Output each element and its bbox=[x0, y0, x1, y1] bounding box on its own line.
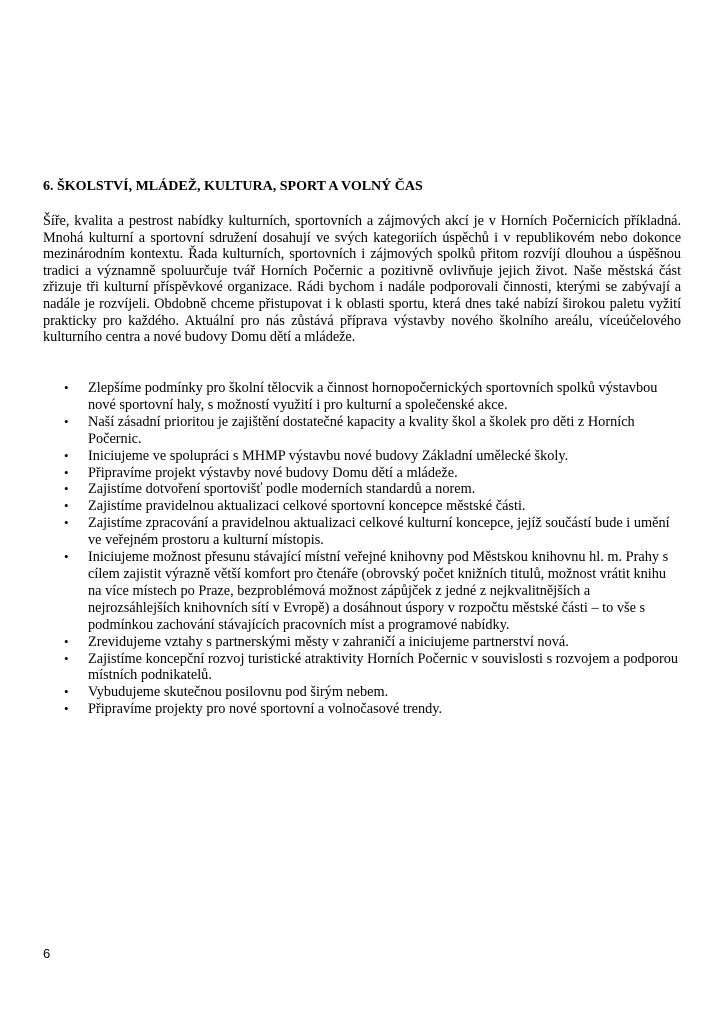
list-item-text: Zajistíme pravidelnou aktualizaci celkové sportovní koncepce městské části. bbox=[88, 498, 526, 515]
list-item bbox=[0, 481, 678, 498]
list-item bbox=[0, 414, 678, 448]
list-item bbox=[0, 465, 678, 482]
list-item-text: Zrevidujeme vztahy s partnerskými městy v zahraničí a iniciujeme partnerství nová. bbox=[88, 633, 569, 650]
bullet-list bbox=[0, 380, 725, 718]
list-item bbox=[0, 684, 678, 701]
list-item-text: Iniciujeme ve spolupráci s MHMP výstavbu nové budovy Základní umělecké školy. bbox=[88, 447, 569, 464]
list-item bbox=[0, 701, 678, 718]
list-item-text: Připravíme projekty pro nové sportovní a volnočasové trendy. bbox=[88, 701, 443, 718]
list-item bbox=[0, 498, 678, 515]
list-item-text: Vybudujeme skutečnou posilovnu pod širým nebem. bbox=[88, 684, 389, 701]
list-item bbox=[0, 634, 678, 651]
bullet-icon: • bbox=[64, 413, 69, 429]
list-item bbox=[0, 651, 678, 685]
page-number: 6 bbox=[43, 946, 51, 961]
list-item bbox=[0, 380, 678, 414]
intro-paragraph: Šíře, kvalita a pestrost nabídky kulturních, sportovních a zájmových akcí je v Horních Počernicích příkladná. Mnohá kulturní a sportovní sdružení dosahují ve svých kategoriích úspěchů i v republikovém nebo dokonce mezinárodním kontextu. Řada kulturních, sportovních i zájmových spolků přitom rozvíjí dlouhou a úspěšnou tradici a významně spoluurčuje tvář Horních Počernic a pozitivně ovlivňuje jejich život. Naše městská část zřizuje tři kulturní příspěvkové organizace. Rádi bychom i nadále podporovali činnosti, kterými se zabývají a nadále je rozvíjeli. Obdobně chceme přistupovat i k oblasti sportu, která dnes také nabízí širokou paletu vyžití prakticky pro každého. Aktuální pro nás zůstává příprava výstavby nového školního areálu, víceúčelového kulturního centra a nové budovy Domu dětí a mládeže. bbox=[43, 213, 681, 346]
list-item bbox=[0, 448, 678, 465]
list-item-text: Zlepšíme podmínky pro školní tělocvik a činnost hornopočernických sportovních spolků výstavbou nové sportovní haly, s možností využití i pro kulturní a společenské akce. bbox=[88, 380, 658, 413]
list-item bbox=[0, 515, 678, 549]
bullet-icon: • bbox=[64, 684, 69, 700]
bullet-icon: • bbox=[64, 464, 69, 480]
section-heading: 6. ŠKOLSTVÍ, MLÁDEŽ, KULTURA, SPORT A VOLNÝ ČAS bbox=[43, 179, 423, 194]
list-item bbox=[0, 549, 678, 634]
list-item-text: Naší zásadní prioritou je zajištění dostatečné kapacity a kvality škol a školek pro děti z Horních Počernic. bbox=[88, 413, 635, 447]
bullet-icon: • bbox=[64, 633, 69, 649]
bullet-icon: • bbox=[64, 481, 69, 497]
list-item-text: Zajistíme zpracování a pravidelnou aktualizaci celkové kulturní koncepce, jejíž součástí bude i umění ve veřejném prostoru a kulturní místopis. bbox=[88, 515, 670, 549]
bullet-icon: • bbox=[64, 447, 69, 463]
list-item-text: Zajistíme dotvoření sportovišť podle moderních standardů a norem. bbox=[88, 481, 476, 498]
bullet-icon: • bbox=[64, 498, 69, 514]
bullet-icon: • bbox=[64, 515, 69, 531]
bullet-icon: • bbox=[64, 380, 69, 395]
bullet-icon: • bbox=[64, 650, 69, 666]
bullet-icon: • bbox=[64, 701, 69, 717]
list-item-text: Připravíme projekt výstavby nové budovy Domu dětí a mládeže. bbox=[88, 464, 458, 481]
bullet-icon: • bbox=[64, 549, 69, 565]
list-item-text: Iniciujeme možnost přesunu stávající místní veřejné knihovny pod Městskou knihovnu hl. m. Prahy s cílem zajistit výrazně větší komfort pro čtenáře (obrovský počet knižních titulů, možnost vrátit knihu na více místech po Praze, bezproblémová možnost zápůjček z jedné z nejkvalitnějších a nejrozsáhlejších knihovních sítí v Evropě) a dosáhnout úspory v rozpočtu městské části – to vše s podmínkou zachování stávajících pracovních míst a programové nabídky. bbox=[88, 549, 669, 633]
list-item-text: Zajistíme koncepční rozvoj turistické atraktivity Horních Počernic v souvislosti s rozvojem a podporou místních podnikatelů. bbox=[88, 650, 679, 684]
